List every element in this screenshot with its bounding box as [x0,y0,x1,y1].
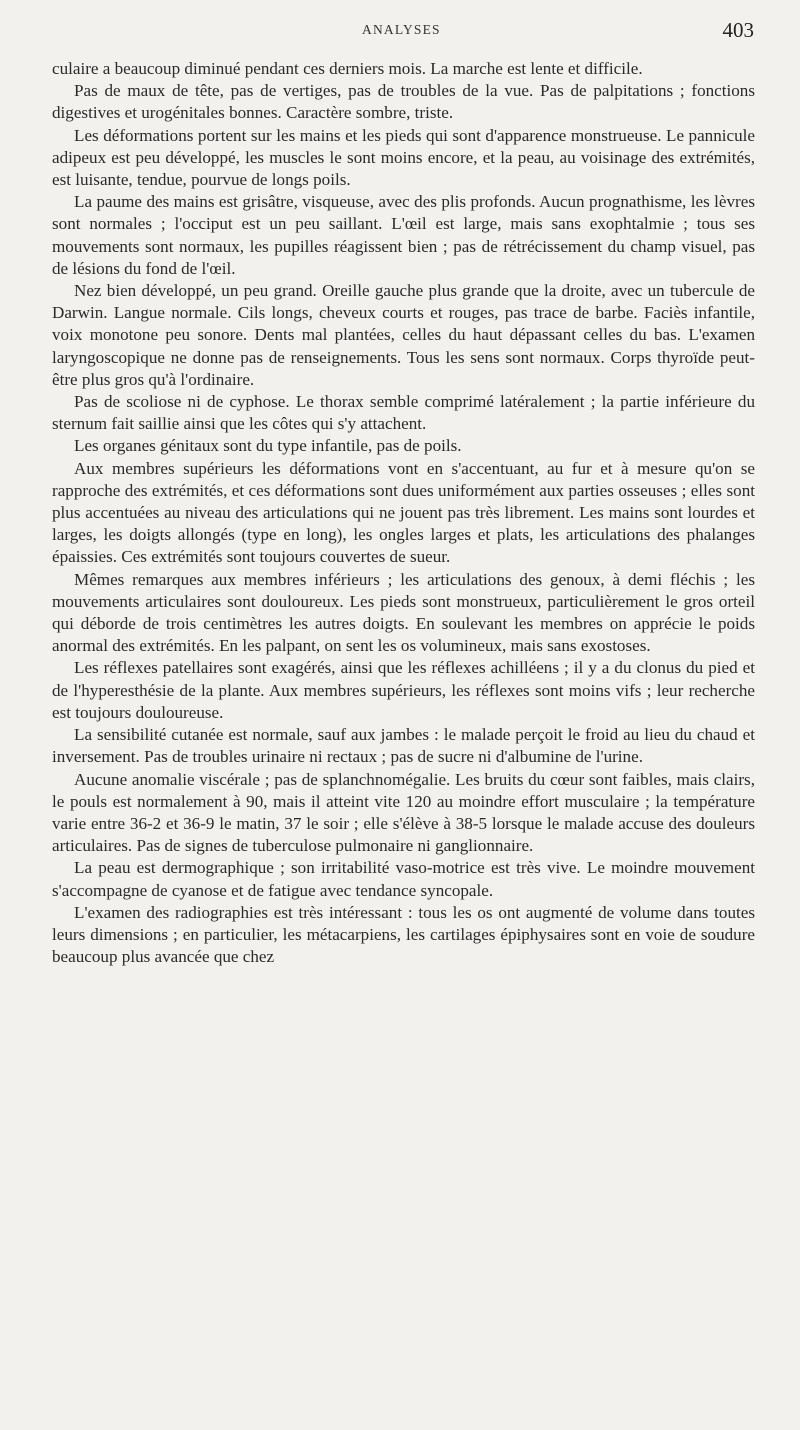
paragraph: Aux membres supérieurs les déformations vont en s'accentuant, au fur et à mesure qu'on se rapproche des extrémités, et ces déformations sont dues uniformément aux parties osseuses ; elles sont plus accentuées au niveau des articulations qui ne jouent pas très librement. Les mains sont lourdes et larges, les doigts allongés (type en long), les ongles larges et plats, les articulations des phalanges épaissies. Ces extrémités sont toujours couvertes de sueur. [52,458,755,567]
paragraph: L'examen des radiographies est très intéressant : tous les os ont augmenté de volume dans toutes leurs dimensions ; en particulier, les métacarpiens, les cartilages épiphysaires sont en voie de soudure beaucoup plus avancée que chez [52,902,755,967]
running-title: ANALYSES [362,22,441,37]
paragraph: La paume des mains est grisâtre, visqueuse, avec des plis profonds. Aucun prognathisme, les lèvres sont normales ; l'occiput est un peu saillant. L'œil est large, mais sans exophtalmie ; tous ses mouvements sont normaux, les pupilles réagissent bien ; pas de rétrécissement du champ visuel, pas de lésions du fond de l'œil. [52,192,755,278]
paragraph: La peau est dermographique ; son irritabilité vaso-motrice est très vive. Le moindre mouvement s'accompagne de cyanose et de fatigue avec tendance syncopale. [52,858,755,900]
paragraph: Les organes génitaux sont du type infantile, pas de poils. [74,436,462,456]
paragraph: Nez bien développé, un peu grand. Oreille gauche plus grande que la droite, avec un tubercule de Darwin. Langue normale. Cils longs, cheveux courts et rouges, pas trace de barbe. Faciès infantile, voix monotone peu sonore. Dents mal plantées, celles du haut dépassant celles du bas. L'examen laryngoscopique ne donne pas de renseignements. Tous les sens sont normaux. Corps thyroïde peut-être plus gros qu'à l'ordinaire. [52,281,755,389]
page-header [52,18,754,46]
page-number: 403 [722,18,754,42]
body-text [52,58,755,968]
paragraph: Les réflexes patellaires sont exagérés, ainsi que les réflexes achilléens ; il y a du clonus du pied et de l'hyperesthésie de la plante. Aux membres supérieurs, les réflexes sont moins vifs ; leur recherche est toujours douloureuse. [52,658,755,722]
paragraph: La sensibilité cutanée est normale, sauf aux jambes : le malade perçoit le froid au lieu du chaud et inversement. Pas de troubles urinaire ni rectaux ; pas de sucre ni d'albumine de l'urine. [52,725,755,767]
paragraph: Pas de maux de tête, pas de vertiges, pas de troubles de la vue. Pas de palpitations ; fonctions digestives et urogénitales bonnes. Caractère sombre, triste. [52,81,755,123]
paragraph: Pas de scoliose ni de cyphose. Le thorax semble comprimé latéralement ; la partie inférieure du sternum fait saillie ainsi que les côtes qui s'y attachent. [52,392,755,434]
paragraph: Mêmes remarques aux membres inférieurs ; les articulations des genoux, à demi fléchis ; les mouvements articulaires sont douloureux. Les pieds sont monstrueux, particulièrement le gros orteil qui déborde de trois centimètres les autres doigts. En soulevant les membres on apprécie le poids anormal des extrémités. En les palpant, on sent les os volumineux, mais sans exostoses. [52,569,755,656]
paragraph: Les déformations portent sur les mains et les pieds qui sont d'apparence monstrueuse. Le pannicule adipeux est peu développé, les muscles le sont moins encore, et la peau, au voisinage des extrémités, est luisante, tendue, pourvue de longs poils. [52,125,755,190]
paragraph: culaire a beaucoup diminué pendant ces derniers mois. La marche est lente et difficile. [52,59,643,78]
paragraph: Aucune anomalie viscérale ; pas de splanchnomégalie. Les bruits du cœur sont faibles, mais clairs, le pouls est normalement à 90, mais il atteint vite 120 au moindre effort musculaire ; la température varie entre 36-2 et 36-9 le matin, 37 le soir ; elle s'élève à 38-5 lorsque le malade accuse des douleurs articulaires. Pas de signes de tuberculose pulmonaire ni ganglionnaire. [52,769,755,856]
